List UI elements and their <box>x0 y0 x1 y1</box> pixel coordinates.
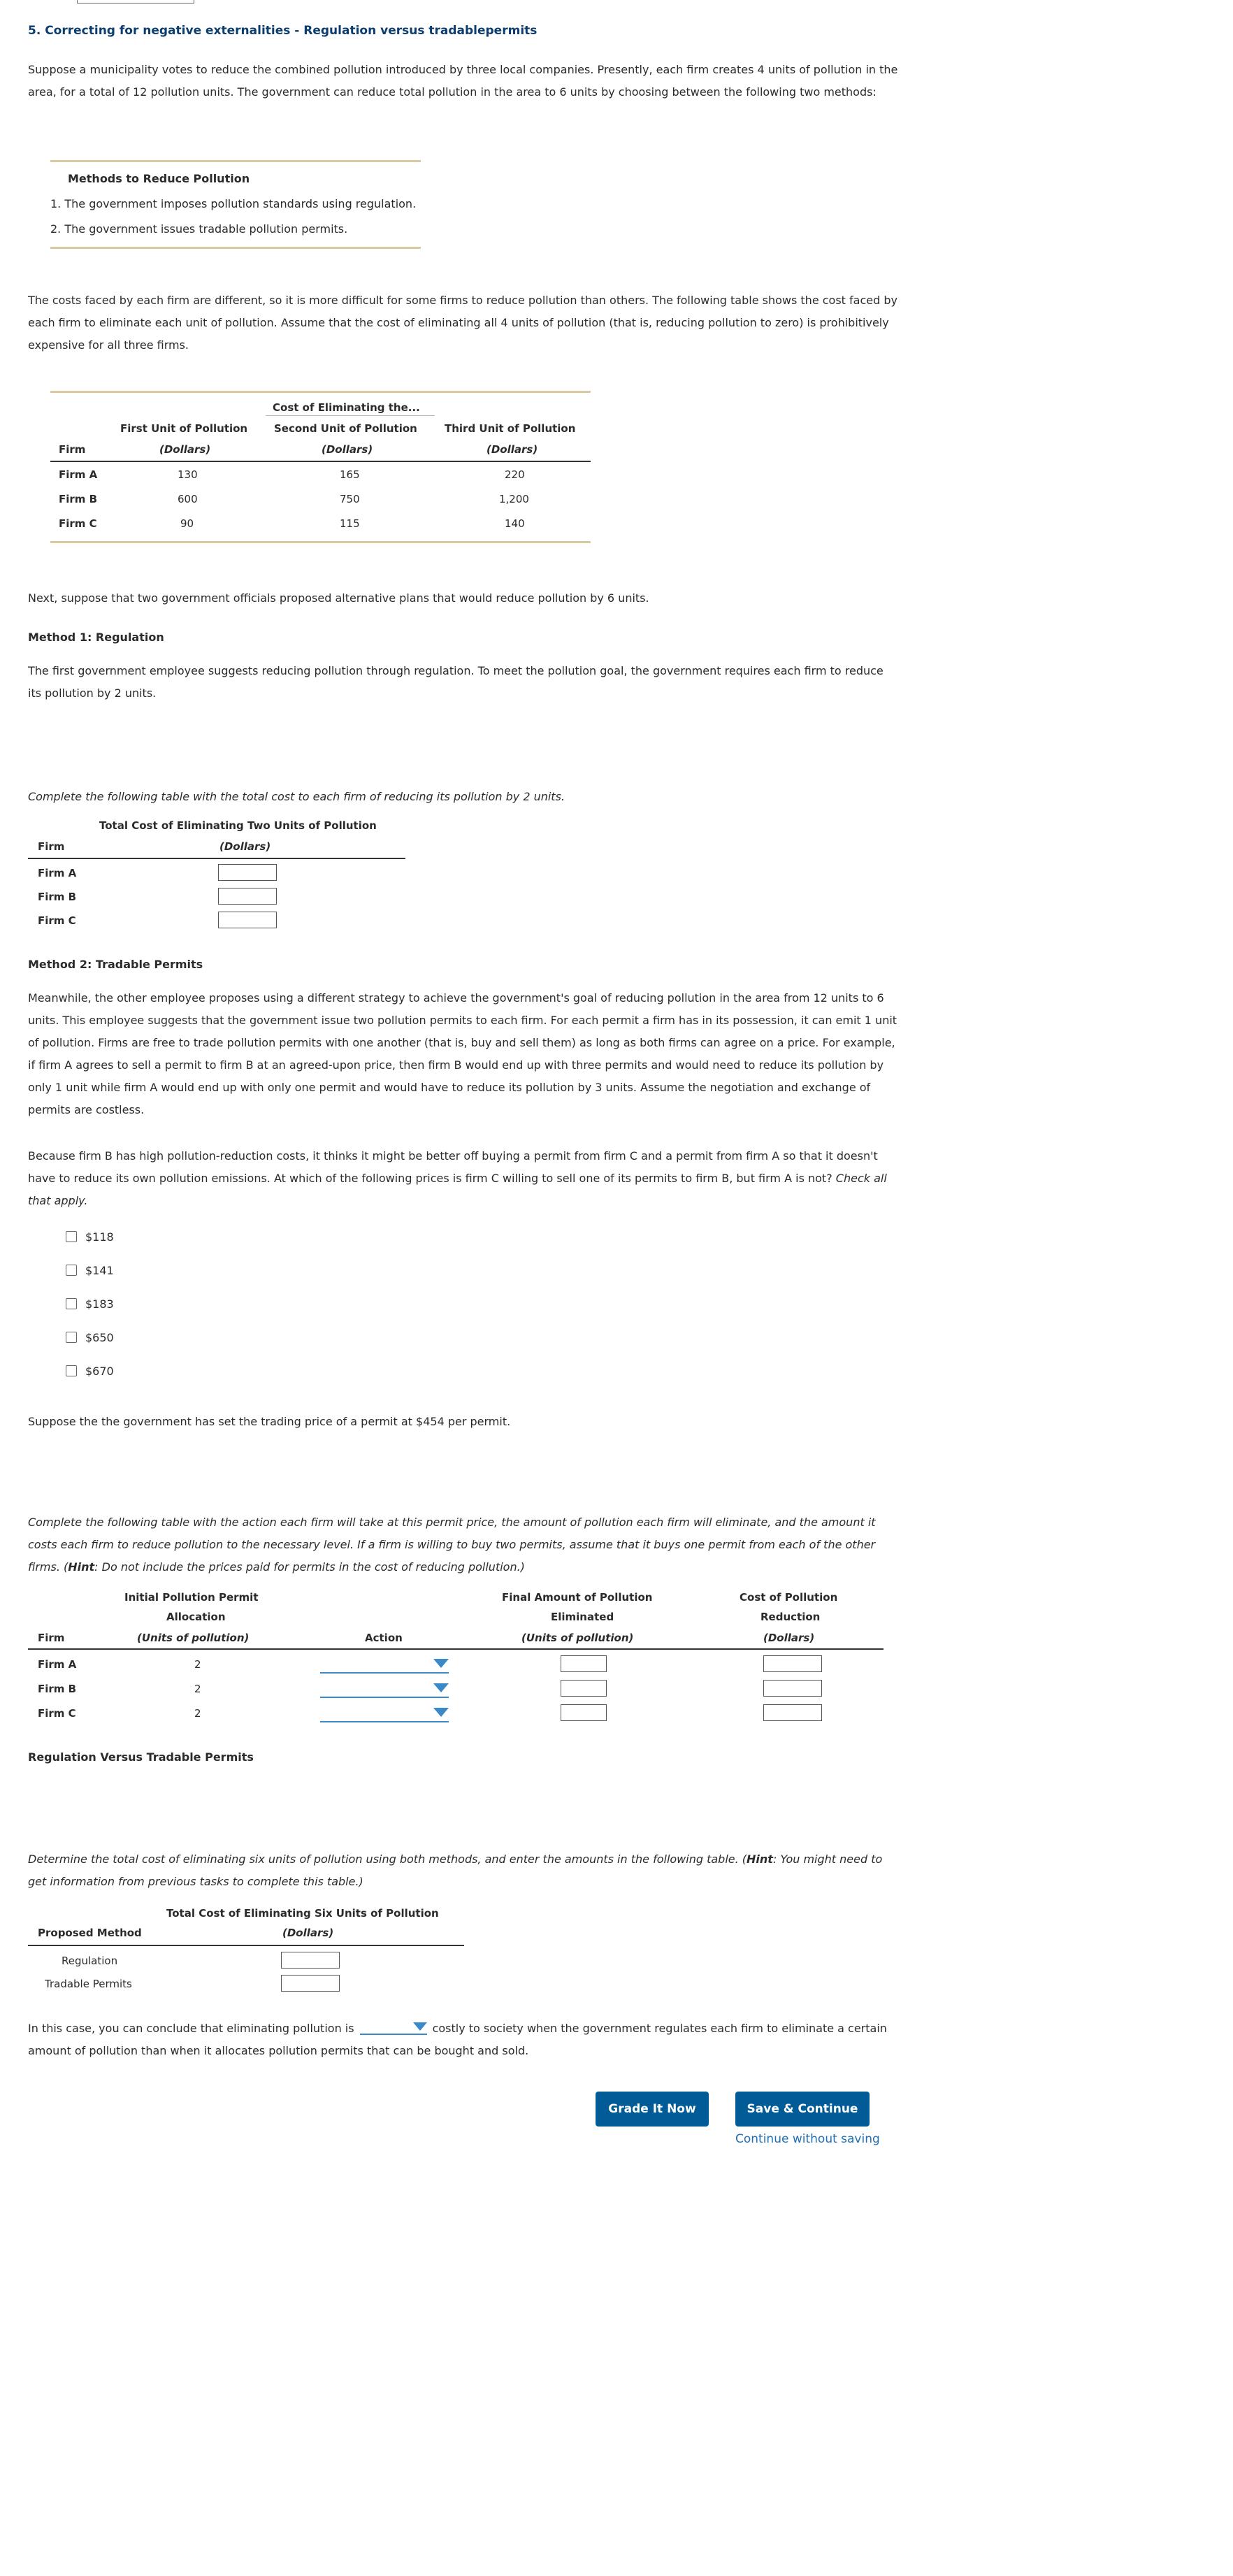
dropdown-arrow-icon <box>413 2022 427 2031</box>
method2-question <box>28 1145 898 1212</box>
permit-row-c-cost-input[interactable] <box>763 1704 822 1721</box>
compare-instruction <box>28 1848 898 1893</box>
compare-header-rule <box>28 1945 464 1946</box>
grade-it-now-button[interactable]: Grade It Now <box>596 2092 709 2127</box>
option-650-checkbox[interactable] <box>66 1332 77 1343</box>
compare-table-unit: (Dollars) <box>282 1927 334 1939</box>
dropdown-arrow-icon <box>433 1683 449 1692</box>
cost-row-b-v3: 1,200 <box>499 493 529 505</box>
cost-col-1-unit: (Dollars) <box>159 443 211 456</box>
cost-row-b-firm: Firm B <box>59 493 98 505</box>
reg-firm-c-input[interactable] <box>218 912 277 928</box>
permit-header-rule <box>28 1648 884 1650</box>
conclusion-dropdown[interactable] <box>360 2018 427 2035</box>
cost-row-b-v1: 600 <box>178 493 198 505</box>
permit-col4-line1: Cost of Pollution <box>740 1591 838 1604</box>
conclusion-a: In this case, you can conclude that eliminating pollution is <box>28 2022 354 2035</box>
method2-question-text: Because firm B has high pollution-reduction costs, it thinks it might be better off buying a permit from firm C and a permit from firm A so that it doesn't have to reduce its own pollution emissions. At which of the following prices is firm C willing to sell one of its permits to firm B, but firm A is not? <box>28 1149 878 1185</box>
save-continue-button[interactable]: Save & Continue <box>735 2092 870 2127</box>
cost-row-c-firm: Firm C <box>59 517 97 530</box>
cost-row-b-v2: 750 <box>340 493 360 505</box>
option-183-checkbox[interactable] <box>66 1298 77 1309</box>
cost-col-3-unit: (Dollars) <box>486 443 538 456</box>
cost-col-2-label: Second Unit of Pollution <box>274 422 417 435</box>
cost-row-a-v3: 220 <box>505 468 525 481</box>
cost-row-a-v2: 165 <box>340 468 360 481</box>
instruction-b: : Do not include the prices paid for permits in the cost of reducing pollution.) <box>94 1560 525 1574</box>
method1-heading: Method 1: Regulation <box>28 631 164 644</box>
methods-box-bottom-rule <box>50 247 421 249</box>
reg-row-a-firm: Firm A <box>38 867 77 879</box>
cost-row-c-v3: 140 <box>505 517 525 530</box>
permit-row-a-eliminated-input[interactable] <box>561 1655 607 1672</box>
continue-without-saving-link[interactable]: Continue without saving <box>735 2132 880 2146</box>
check-all-note: Check all that apply. <box>28 1172 887 1207</box>
method2-heading: Method 2: Tradable Permits <box>28 958 203 971</box>
methods-box-top-rule <box>50 160 421 162</box>
cost-row-c-v1: 90 <box>180 517 194 530</box>
permit-row-b-firm: Firm B <box>38 1683 77 1695</box>
reg-firm-header: Firm <box>38 840 65 853</box>
methods-box-heading: Methods to Reduce Pollution <box>68 172 250 185</box>
permit-row-a-firm: Firm A <box>38 1658 77 1671</box>
compare-regulation-input[interactable] <box>281 1952 340 1969</box>
methods-item-1: 1. The government imposes pollution standards using regulation. <box>50 197 417 210</box>
costs-text: The costs faced by each firm are different, so it is more difficult for some firms to reduce pollution than others. The following table shows the cost faced by each firm to eliminate each unit of pollution. Assume that the cost of eliminating all 4 units of pollution (that is, reducing pollution to zero) is prohibitively expensive for all three firms. <box>28 294 897 352</box>
methods-item-2: 2. The government issues tradable pollution permits. <box>50 222 348 236</box>
instruction-a: Complete the following table with the action each firm will take at this permit price, the amount of pollution each firm will eliminate, and the amount it costs each firm to reduce pollution to the necessary level. If a firm is willing to buy two permits, assume that it buys one permit from each of the other firms. ( <box>28 1516 876 1574</box>
permit-row-a-action-dropdown[interactable] <box>320 1653 449 1674</box>
option-118-label[interactable]: $118 <box>85 1230 114 1244</box>
dropdown-arrow-icon <box>433 1708 449 1717</box>
compare-table-header: Total Cost of Eliminating Six Units of Pollution <box>166 1907 439 1920</box>
cost-table-super-rule <box>266 415 435 416</box>
compare-instruction-b: : You might need to get information from previous tasks to complete this table.) <box>28 1852 883 1888</box>
compare-row-regulation: Regulation <box>62 1955 118 1967</box>
cost-row-a-firm: Firm A <box>59 468 98 481</box>
option-141-label[interactable]: $141 <box>85 1264 114 1277</box>
compare-instruction-a: Determine the total cost of eliminating six units of pollution using both methods, and enter the amounts in the following table. ( <box>28 1852 747 1866</box>
option-670-label[interactable]: $670 <box>85 1365 114 1378</box>
cost-col-1-label: First Unit of Pollution <box>120 422 248 435</box>
permit-row-c-action-dropdown[interactable] <box>320 1701 449 1722</box>
option-183-label[interactable]: $183 <box>85 1297 114 1311</box>
cost-table-super-header: Cost of Eliminating the... <box>273 401 420 414</box>
cost-firm-header: Firm <box>59 443 86 456</box>
compare-heading: Regulation Versus Tradable Permits <box>28 1750 254 1764</box>
cost-col-2-unit: (Dollars) <box>322 443 373 456</box>
permit-col1-line1: Initial Pollution Permit <box>124 1591 259 1604</box>
permit-col1-line2: Allocation <box>166 1611 226 1623</box>
reg-table-unit: (Dollars) <box>219 840 271 853</box>
reg-firm-b-input[interactable] <box>218 888 277 905</box>
permit-row-a-allocation: 2 <box>194 1658 201 1671</box>
cost-col-3-label: Third Unit of Pollution <box>445 422 576 435</box>
permit-row-b-allocation: 2 <box>194 1683 201 1695</box>
permit-col3-unit: (Units of pollution) <box>521 1632 634 1644</box>
permit-col4-line2: Reduction <box>760 1611 821 1623</box>
next-text: Next, suppose that two government officials proposed alternative plans that would reduce pollution by 6 units. <box>28 591 649 605</box>
permit-firm-header: Firm <box>38 1632 65 1644</box>
hint-label: Hint <box>68 1560 95 1574</box>
reg-header-rule <box>28 858 405 859</box>
permit-row-b-action-dropdown[interactable] <box>320 1677 449 1698</box>
compare-row-permits: Tradable Permits <box>45 1978 132 1990</box>
permit-action-header: Action <box>365 1632 403 1644</box>
compare-method-header: Proposed Method <box>38 1927 142 1939</box>
reg-firm-a-input[interactable] <box>218 864 277 881</box>
compare-hint-label: Hint <box>747 1852 773 1866</box>
permit-row-a-cost-input[interactable] <box>763 1655 822 1672</box>
permit-col4-unit: (Dollars) <box>763 1632 815 1644</box>
dropdown-arrow-icon <box>433 1659 449 1668</box>
method1-text: The first government employee suggests reducing pollution through regulation. To meet the pollution goal, the government requires each firm to reduce its pollution by 2 units. <box>28 664 884 700</box>
page-title: 5. Correcting for negative externalities - Regulation versus tradablepermits <box>28 24 538 38</box>
reg-row-b-firm: Firm B <box>38 891 77 903</box>
compare-permits-input[interactable] <box>281 1975 340 1992</box>
permit-row-b-eliminated-input[interactable] <box>561 1680 607 1697</box>
option-670-checkbox[interactable] <box>66 1365 77 1376</box>
permit-row-c-eliminated-input[interactable] <box>561 1704 607 1721</box>
permit-row-c-firm: Firm C <box>38 1707 76 1720</box>
cost-table-top-rule <box>50 391 591 393</box>
permit-col3-line1: Final Amount of Pollution <box>502 1591 653 1604</box>
permit-row-c-allocation: 2 <box>194 1707 201 1720</box>
cost-row-a-v1: 130 <box>178 468 198 481</box>
permit-col3-line2: Eliminated <box>551 1611 614 1623</box>
option-650-label[interactable]: $650 <box>85 1331 114 1344</box>
method2-table-instruction <box>28 1511 898 1578</box>
option-118-checkbox[interactable] <box>66 1231 77 1242</box>
top-clipped-box <box>77 0 194 3</box>
cost-table-bottom-rule <box>50 541 591 543</box>
method2-text: Meanwhile, the other employee proposes using a different strategy to achieve the government's goal of reducing pollution in the area from 12 units to 6 units. This employee suggests that the government issue two pollution permits to each firm. For each permit a firm has in its possession, it can emit 1 unit of pollution. Firms are free to trade pollution permits with one another (that is, buy and sell them) as long as both firms can agree on a price. For example, if firm A agrees to sell a permit to firm B at an agreed-upon price, then firm B would end up with three permits and would need to reduce its pollution by only 1 unit while firm A would end up with only one permit and would have to reduce its pollution by 3 units. Assume the negotiation and exchange of permits are costless. <box>28 991 897 1116</box>
conclusion-b: costly to society when the government regulates each firm to eliminate a certain amount of pollution than when it allocates pollution permits that can be bought and sold. <box>28 2022 887 2057</box>
option-141-checkbox[interactable] <box>66 1265 77 1276</box>
cost-header-rule <box>50 461 591 462</box>
reg-row-c-firm: Firm C <box>38 914 76 927</box>
method1-instruction: Complete the following table with the total cost to each firm of reducing its pollution by 2 units. <box>28 790 565 803</box>
conclusion <box>28 2017 898 2062</box>
permit-row-b-cost-input[interactable] <box>763 1680 822 1697</box>
intro-text: Suppose a municipality votes to reduce the combined pollution introduced by three local companies. Presently, each firm creates 4 units of pollution in the area, for a total of 12 pollution units. The government can reduce total pollution in the area to 6 units by choosing between the following two methods: <box>28 63 898 99</box>
cost-row-c-v2: 115 <box>340 517 360 530</box>
reg-table-header: Total Cost of Eliminating Two Units of Pollution <box>99 819 377 832</box>
permit-col1-unit: (Units of pollution) <box>137 1632 250 1644</box>
price-text: Suppose the the government has set the trading price of a permit at $454 per permit. <box>28 1415 511 1428</box>
